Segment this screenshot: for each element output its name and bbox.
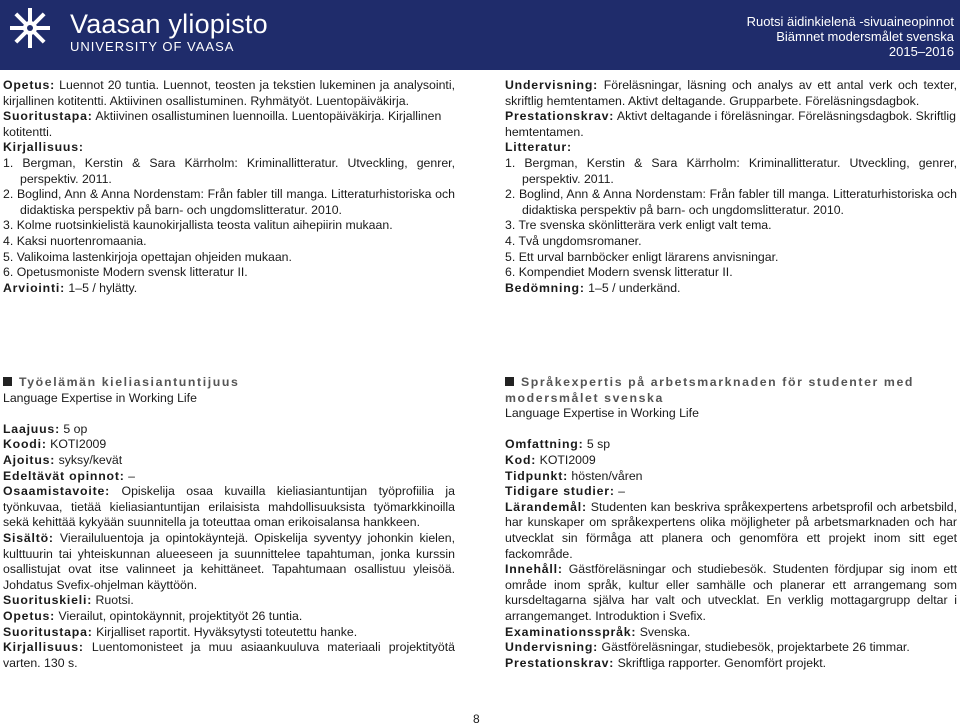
opetus-text: Luennot 20 tuntia. Luennot, teosten ja tekstien lukeminen ja analysointi, kirjallinen kotitentti. Aktiivinen osallistuminen. Ryhmätyöt. Luentopäiväkirja. [3, 78, 456, 108]
koodi-value: KOTI2009 [50, 437, 107, 452]
bedomning-paragraph [505, 281, 957, 297]
arviointi-text: 1–5 / hylätty. [68, 280, 138, 295]
list-item-number: 2. [505, 187, 516, 202]
suoritustapa-paragraph [3, 109, 455, 140]
suorituskieli-value: Ruotsi. [95, 593, 134, 608]
list-item-number: 2. [3, 187, 14, 202]
kod-label: Kod: [505, 452, 537, 467]
koodi-label: Koodi: [3, 437, 47, 452]
omfattning-row [505, 437, 957, 453]
opetus-label: Opetus: [3, 608, 56, 623]
larandemal-row [505, 500, 957, 562]
innehall-label: Innehåll: [505, 562, 563, 577]
list-item-text: Kolme ruotsinkielistä kaunokirjallista teosta valitun aihepiirin mukaan. [16, 218, 393, 233]
arviointi-label: Arviointi: [3, 280, 65, 295]
list-item-text: Kompendiet Modern svensk litteratur II. [518, 265, 733, 280]
list-item-text: Boglind, Ann & Anna Nordenstam: Från fabler till manga. Litteraturhistoriska och didaktiska perspektiv på barn- och ungdomslitteratur. 2010. [16, 187, 455, 217]
larandemal-label: Lärandemål: [505, 499, 587, 514]
omfattning-label: Omfattning: [505, 437, 584, 452]
list-item [505, 156, 957, 187]
suoritustapa-text: Aktiivinen osallistuminen luennoilla. Luentopäiväkirja. Kirjallinen kotitentti. [3, 109, 442, 139]
list-item-text: Kaksi nuortenromaania. [16, 233, 147, 248]
edeltavat-value: – [128, 468, 135, 483]
header-course-info [747, 14, 954, 59]
sisalto-value: Vierailuluentoja ja opintokäyntejä. Opiskelija syventyy johonkin kielen, kulttuurin tai yhteiskunnan alueeseen ja suunnittelee tapahtuman, jonka kurssin osallistujat ovat itse valinneet ja kehittäneet. Tapahtumaan osallistuu yleisöä. Johdatus Svefix-ohjelman käyttöön. [3, 530, 455, 592]
brand-name-fi: Vaasan yliopisto [70, 9, 268, 39]
page-number: 8 [473, 712, 480, 726]
prestationskrav-row [505, 656, 957, 672]
page-header [0, 0, 960, 70]
edeltavat-label: Edeltävät opinnot: [3, 468, 125, 483]
undervisning-row [505, 640, 957, 656]
tidigare-studier-row [505, 484, 957, 500]
list-item-text: Boglind, Ann & Anna Nordenstam: Från fabler till manga. Litteraturhistoriska och didaktiska perspektiv på barn- och ungdomslitteratur. 2010. [518, 187, 957, 217]
tidpunkt-row [505, 469, 957, 485]
prestationskrav-text: Aktivt deltagande i föreläsningar. Föreläsningsdagbok. Skriftlig hemtentamen. [505, 109, 956, 139]
bedomning-text: 1–5 / underkänd. [588, 280, 681, 295]
kirjallisuus-label: Kirjallisuus: [3, 640, 84, 655]
undervisning-label: Undervisning: [505, 640, 599, 655]
list-item-number: 3. [3, 218, 14, 233]
koodi-row [3, 437, 455, 453]
laajuus-value: 5 op [63, 421, 88, 436]
square-bullet-icon [505, 377, 514, 386]
litteratur-label: Litteratur: [505, 140, 572, 155]
list-item [3, 187, 455, 218]
prestationskrav-label: Prestationskrav: [505, 655, 615, 670]
course-title-sv: Biämnet modersmålet svenska [776, 29, 954, 44]
left-bottom-section [3, 375, 455, 671]
prestationskrav-value: Skriftliga rapporter. Genomfört projekt. [617, 655, 827, 670]
undervisning-value: Gästföreläsningar, studiebesök, projektarbete 26 timmar. [601, 640, 910, 655]
suorituskieli-row [3, 593, 455, 609]
list-item-number: 5. [505, 249, 516, 264]
prestationskrav-paragraph [505, 109, 957, 140]
list-item [505, 234, 957, 250]
list-item [3, 218, 455, 234]
edeltavat-row [3, 469, 455, 485]
examinationssprak-label: Examinationsspråk: [505, 624, 637, 639]
tidpunkt-value: hösten/våren [571, 468, 643, 483]
right-top-section [505, 78, 957, 296]
list-item [505, 250, 957, 266]
sisalto-label: Sisältö: [3, 530, 54, 545]
list-item-number: 4. [505, 233, 516, 248]
opetus-value: Vierailut, opintokäynnit, projektityöt 26 tuntia. [58, 608, 303, 623]
course-heading-fi [3, 375, 455, 391]
list-item-text: Bergman, Kerstin & Sara Kärrholm: Kriminallitteratur. Utveckling, genrer, perspektiv. 2011. [20, 155, 455, 186]
list-item-text: Opetusmoniste Modern svensk litteratur II. [16, 265, 248, 280]
course-heading-sv [505, 375, 957, 406]
suoritustapa-value: Kirjalliset raportit. Hyväksytysti toteutettu hanke. [96, 624, 358, 639]
kod-value: KOTI2009 [539, 452, 596, 467]
list-item-number: 6. [505, 265, 516, 280]
literature-list-fi [3, 156, 455, 281]
right-bottom-section [505, 375, 957, 671]
examinationssprak-value: Svenska. [639, 624, 691, 639]
list-item [505, 265, 957, 281]
list-item [3, 156, 455, 187]
kirjallisuus-row [3, 640, 455, 671]
list-item-number: 4. [3, 233, 14, 248]
list-item [3, 265, 455, 281]
list-item-number: 6. [3, 265, 14, 280]
list-item-text: Två ungdomsromaner. [518, 233, 642, 248]
list-item [505, 218, 957, 234]
sisalto-row [3, 531, 455, 593]
course-title: Språkexpertis på arbetsmarknaden för studenter med modersmålet svenska [505, 375, 914, 405]
academic-years: 2015–2016 [888, 44, 954, 59]
list-item-number: 5. [3, 249, 14, 264]
list-item-text: Bergman, Kerstin & Sara Kärrholm: Kriminallitteratur. Utveckling, genrer, perspektiv. 2011. [522, 155, 957, 186]
bedomning-label: Bedömning: [505, 280, 585, 295]
course-title: Työelämän kieliasiantuntijuus [19, 375, 240, 389]
list-item [3, 250, 455, 266]
innehall-value: Gästföreläsningar och studiebesök. Studenten fördjupar sig inom ett område inom språk, kultur eller samhälle och planerar ett arrangemang som kursdeltagarna själva har valt och utvecklat. En verklig mottagargrupp deltar i arrangemanget. Introduktion i Svefix. [505, 562, 957, 623]
university-logo-icon [8, 6, 52, 50]
list-item-number: 1. [505, 155, 516, 170]
undervisning-label: Undervisning: [505, 78, 599, 92]
suorituskieli-label: Suorituskieli: [3, 593, 93, 608]
list-item-number: 3. [505, 218, 516, 233]
course-title-fi: Ruotsi äidinkielenä -sivuaineopinnot [746, 14, 954, 29]
ajoitus-value: syksy/kevät [58, 452, 123, 467]
opetus-label: Opetus: [3, 78, 56, 92]
list-item-text: Tre svenska skönlitterära verk enligt valt tema. [518, 218, 772, 233]
ajoitus-label: Ajoitus: [3, 452, 56, 467]
tidpunkt-label: Tidpunkt: [505, 468, 568, 483]
opetus-row [3, 609, 455, 625]
list-item [3, 234, 455, 250]
prestationskrav-label: Prestationskrav: [505, 109, 615, 124]
course-subtitle: Language Expertise in Working Life [505, 406, 699, 421]
university-brand [70, 10, 268, 55]
list-item-number: 1. [3, 155, 14, 170]
laajuus-label: Laajuus: [3, 421, 60, 436]
literature-list-sv [505, 156, 957, 281]
tidigare-studier-value: – [618, 484, 625, 499]
innehall-row [505, 562, 957, 624]
omfattning-value: 5 sp [586, 437, 611, 452]
osaamistavoite-row [3, 484, 455, 531]
left-top-section [3, 78, 455, 296]
larandemal-value: Studenten kan beskriva språkexpertens arbetsprofil och arbetsbild, har kunskaper om språkexpertens olika möjligheter på arbetsmarknaden och har utvecklat sin förmåga att planera och genomföra ett projekt inom sitt eget fackområde. [505, 499, 957, 561]
arviointi-paragraph [3, 281, 455, 297]
undervisning-text: Föreläsningar, läsning och analys av ett antal verk och texter, skriftlig hemtentamen. Aktivt deltagande. Grupparbete. Föreläsningsdagbok. [505, 78, 958, 108]
kirjallisuus-value: Luentomonisteet ja muu asiaankuuluva materiaali projektityötä varten. 130 s. [3, 640, 455, 670]
undervisning-paragraph [505, 78, 957, 109]
list-item [505, 187, 957, 218]
tidigare-studier-label: Tidigare studier: [505, 484, 615, 499]
kod-row [505, 453, 957, 469]
list-item-text: Ett urval barnböcker enligt lärarens anvisningar. [518, 249, 779, 264]
osaamistavoite-value: Opiskelija osaa kuvailla kieliasiantuntijan työprofiilia ja työnkuvaa, tietää kieliasiantuntijan erilaisista mahdollisuuksista työmarkkinoilla sekä kehittää kykyään suunnitella ja toteuttaa oman erikoisalansa hankkeen. [3, 484, 456, 530]
square-bullet-icon [3, 377, 12, 386]
suoritustapa-label: Suoritustapa: [3, 624, 93, 639]
suoritustapa-row [3, 625, 455, 641]
course-subtitle: Language Expertise in Working Life [3, 390, 197, 405]
opetus-paragraph [3, 78, 455, 109]
list-item-text: Valikoima lastenkirjoja opettajan ohjeiden mukaan. [16, 249, 292, 264]
ajoitus-row [3, 453, 455, 469]
osaamistavoite-label: Osaamistavoite: [3, 484, 111, 499]
brand-name-en: UNIVERSITY OF VAASA [70, 39, 235, 54]
laajuus-row [3, 422, 455, 438]
examinationssprak-row [505, 625, 957, 641]
kirjallisuus-label: Kirjallisuus: [3, 140, 84, 155]
suoritustapa-label: Suoritustapa: [3, 109, 93, 124]
